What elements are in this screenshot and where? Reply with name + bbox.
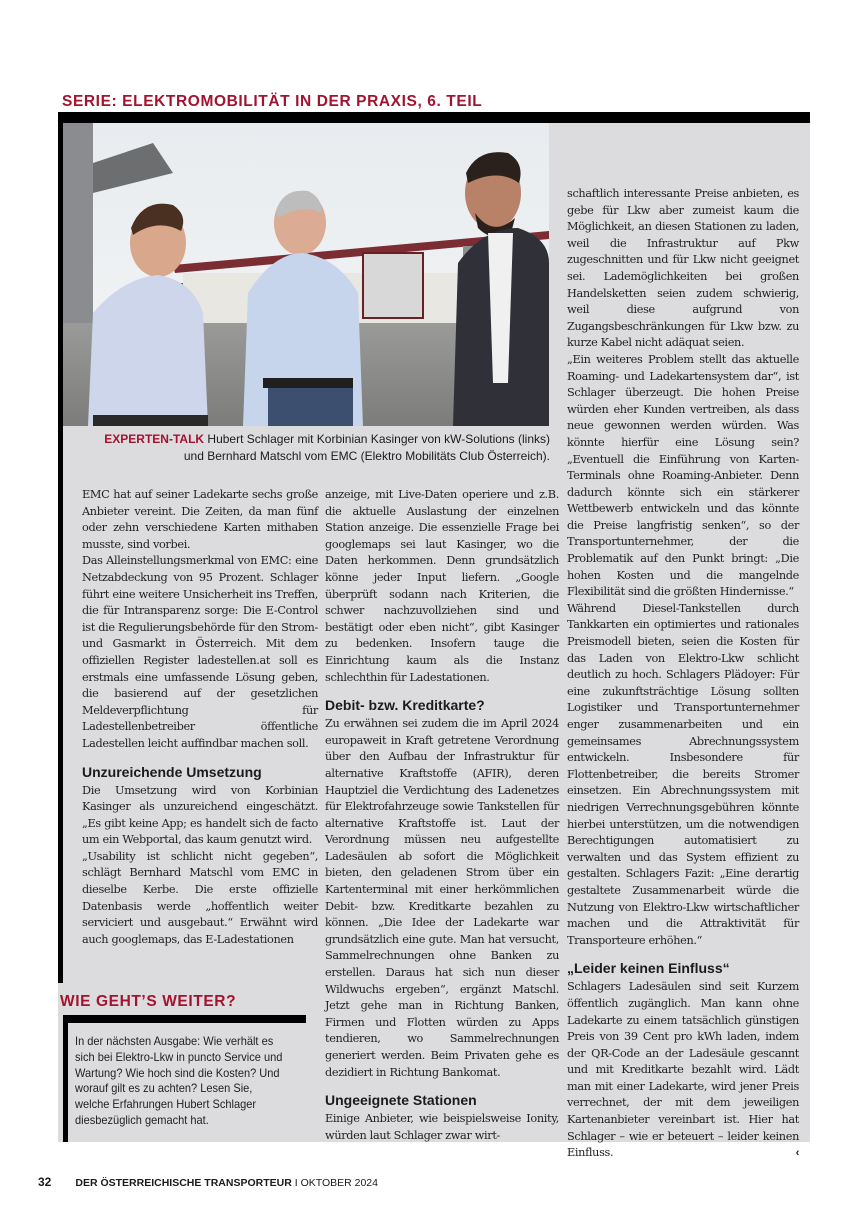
- paragraph: Einige Anbieter, wie beispielsweise Ionity, würden laut Schlager zwar wirt-: [325, 1112, 559, 1142]
- end-mark-icon: ‹: [795, 1147, 799, 1160]
- subheading-ungeeignete-stationen: Ungeeignete Stationen: [325, 1092, 477, 1109]
- issue-date: OKTOBER 2024: [300, 1177, 378, 1189]
- paragraph: anzeige, mit Live-Daten operiere und z.B. die aktuelle Auslastung der einzelnen Station anzeige. Die essenzielle Frage bei googlemaps sei laut Kasinger, wo die Daten herkommen. Denn grundsätzlich könne jeder Input liefern. „Google überprüft sodann nach Kriterien, die schwer nachzuvollziehen sind und bestätigt oder eben nicht“, gibt Kasinger zu bedenken. Insofern tauge die Einrichtung kaum als die Instanz schlechthin für Ladestationen.: [325, 488, 559, 684]
- paragraph: „Usability ist schlicht nicht gegeben“, schlägt Bernhard Matschl vom EMC in dieselbe Kerbe. Die erste offizielle Datenbasis werde „hoffentlich weiter serviciert und ausgebaut.“ Erwähnt wird auch googlemaps, das E-Ladestationen: [82, 849, 318, 946]
- publication-name: DER ÖSTERREICHISCHE TRANSPORTEUR: [75, 1177, 292, 1189]
- column-2: [325, 487, 559, 1144]
- page-number: 32: [38, 1175, 52, 1189]
- subheading-unzureichende-umsetzung: Unzureichende Umsetzung: [82, 763, 262, 780]
- paragraph: Das Alleinstellungsmerkmal von EMC: eine Netzabdeckung von 95 Prozent. Schlager führt eine weitere Unsicherheit ins Treffen, die für Intransparenz sorge: Die E-Control ist die Regulierungsbehörde für den Strom- und Gasmarkt in Österreich. Mit dem offiziellen Register ladestellen.at soll es erstmals eine umfassende Lösung geben, die basierend auf der gesetzlichen Meldeverpflichtung für Ladestellenbetreiber öffentliche Ladestellen leicht auffindbar machen soll.: [82, 554, 318, 750]
- caption-kicker: EXPERTEN-TALK: [104, 432, 205, 446]
- series-title: SERIE: ELEKTROMOBILITÄT IN DER PRAXIS, 6. TEIL: [62, 93, 483, 110]
- page-footer: [38, 1175, 378, 1189]
- infobox-paragraph: In der nächsten Ausgabe: Wie verhält es sich bei Elektro-Lkw in puncto Service und Wartung? Wie hoch sind die Kosten? Und worauf gilt es zu achten? Lesen Sie, welche Erfahrungen Hubert Schlager diesbezüglich gemacht hat.: [75, 1034, 283, 1127]
- paragraph: schaftlich interessante Preise anbieten, es gebe für Lkw aber zumeist kaum die Möglichkeit, an diesen Stationen zu laden, weil die Infrastruktur auf Pkw zugeschnitten und für Lkw nicht geeignet sei. Lademöglichkeiten bei großen Handelsketten seien zudem schwierig, weil diese aufgrund von Zugangsbeschränkungen für Lkw bzw. zu kurze Kabel nicht adäquat seien.: [567, 187, 799, 350]
- paragraph: „Ein weiteres Problem stellt das aktuelle Roaming- und Ladekartensystem dar“, ist Schlager überzeugt. Die hohen Preise würden eher Kunden vertreiben, als dass neue gewonnen werden würden. Was könnte hierfür eine Lösung sein? „Eventuell die Einführung von Karten-Terminals ohne Roaming-Anbieter. Denn dadurch könnte sich ein stärkerer Wettbewerb entwickeln und das könnte die Preise langfristig senken“, so der Transportunternehmer, der die Problematik auf den Punkt bringt: „Die hohen Kosten und die mangelnde Flexibilität sind die größten Hindernisse.“: [567, 352, 799, 599]
- column-3: [567, 186, 799, 1162]
- subheading-leider-keinen-einfluss: „Leider keinen Einfluss“: [567, 960, 730, 977]
- paragraph: [567, 979, 799, 1162]
- infobox-top-rule: [63, 1015, 306, 1023]
- photo-caption: [90, 431, 550, 464]
- paragraph: Zu erwähnen sei zudem die im April 2024 europaweit in Kraft getretene Verordnung über den Aufbau der Infrastruktur für alternative Kraftstoffe (AFIR), deren Hauptziel die Verdichtung des Ladenetzes für Elektrofahrzeuge sowie Tankstellen für alternative Kraftstoffe ist. Laut der Verordnung müssen neu aufgestellte Ladesäulen ab sofort die Möglichkeit bieten, den geladenen Strom über ein Kartenterminal mit einer herkömmlichen Debit- bzw. Kreditkarte bezahlen zu können. „Die Idee der Ladekarte war grundsätzlich eine gute. Man hat versucht, Sammelrechnungen ohne Banken zu erstellen. Daraus hat sich nun dieser Wildwuchs ergeben“, ergänzt Matschl. Jetzt gehe man in Richtung Banken, Firmen und Flotten würden zu Apps tendieren, wo Sammelrechnungen generiert werden. Beim Privaten gehe es dezidiert in Richtung Bankomat.: [325, 717, 559, 1079]
- paragraph: EMC hat auf seiner Ladekarte sechs große Anbieter vereint. Die Zeiten, da man fünf oder zehn verschiedene Karten mithaben musste, sind vorbei.: [82, 488, 318, 551]
- left-building: [63, 123, 93, 323]
- subheading-debit-kreditkarte: Debit- bzw. Kreditkarte?: [325, 697, 485, 714]
- paragraph-text: Schlagers Ladesäulen sind seit Kurzem öffentlich zugänglich. Man kann ohne Ladekarte zu einem tatsächlich günstigen Preis von 39 Cent pro kWh laden, indem der QR-Code an der Ladesäule gescannt und mit Kreditkarte bezahlt wird. Lädt man mit einer Ladekarte, wird jener Preis verrechnet, der mit dem jeweiligen Kartenanbieter vereinbart ist. Hier hat Schlager – wie er beteuert – leider keinen Einfluss.: [567, 980, 799, 1160]
- footer-separator: I: [291, 1177, 301, 1189]
- infobox-left-rule: [63, 1015, 68, 1142]
- paragraph: Während Diesel-Tankstellen durch Tankkarten ein optimiertes und rationales Preismodell bieten, seien die Kosten für das Laden von Elektro-Lkw schlicht deutlich zu hoch. Schlagers Plädoyer: Für eine zukunftsträchtige Lösung sollten Logistiker und Transportunternehmer enger zusammenarbeiten und ein gemeinsames Abrechnungssystem entwickeln. Insbesondere für Flottenbetreiber, die bereits Stromer einsetzen. Ein Abrechnungssystem mit niedrigen Verrechnungsgebühren könnte hierbei unterstützen, um die notwendigen Berechtigungen automatisiert zu verwalten und das System effizient zu gestalten. Schlagers Fazit: „Eine derartig gestaltete Zusammenarbeit würde die Nutzung von Elektro-Lkw wirtschaftlicher machen und die Attraktivität für Transporteure erhöhen.“: [567, 601, 799, 947]
- caption-text: Hubert Schlager mit Korbinian Kasinger von kW-Solutions (links) und Bernhard Matschl vom EMC (Elektro Mobilitäts Club Österreich).: [183, 432, 550, 463]
- garage-door: [363, 253, 423, 318]
- photo-three-men-talking: [63, 123, 549, 426]
- top-rule: [58, 112, 810, 123]
- paragraph: Die Umsetzung wird von Korbinian Kasinger als unzureichend eingeschätzt. „Es gibt keine App; es handelt sich de facto um ein Webportal, das kaum genutzt wird.: [82, 783, 318, 847]
- column-1: [82, 487, 318, 987]
- article-photo: [63, 123, 549, 426]
- infobox-title: WIE GEHT’S WEITER?: [60, 993, 240, 1011]
- infobox-text: [75, 1034, 287, 1129]
